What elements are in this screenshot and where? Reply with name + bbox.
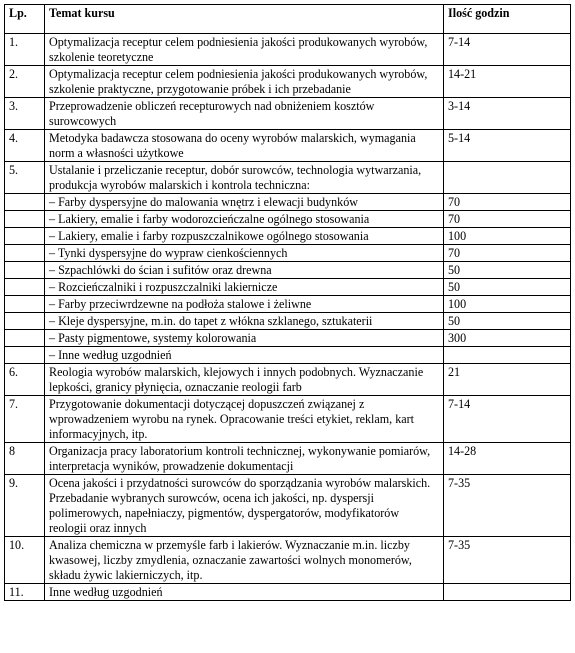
table-row [5,364,571,396]
row-hours-cell [444,347,571,364]
row-lp-cell [5,262,45,279]
table-row [5,584,571,601]
row-hours-cell [444,162,571,194]
header-hours: Ilość godzin [444,5,571,34]
row-hours-cell: 14-21 [444,66,571,98]
row-hours-cell: 7-14 [444,396,571,443]
row-topic-cell: – Inne według uzgodnień [45,347,444,364]
row-topic-cell: Optymalizacja receptur celem podniesienia jakości produkowanych wyrobów, szkolenie praktyczne, przygotowanie próbek i ich przebadanie [45,66,444,98]
row-topic-cell: – Kleje dyspersyjne, m.in. do tapet z włókna szklanego, sztukaterii [45,313,444,330]
row-hours-cell: 5-14 [444,130,571,162]
header-topic: Temat kursu [45,5,444,34]
row-hours-cell: 7-35 [444,537,571,584]
course-table [4,4,571,601]
row-hours-cell: 50 [444,262,571,279]
row-topic-cell: – Tynki dyspersyjne do wypraw cienkościennych [45,245,444,262]
table-row [5,347,571,364]
row-lp-cell: 3. [5,98,45,130]
row-lp-cell: 11. [5,584,45,601]
row-hours-cell: 100 [444,296,571,313]
row-topic-cell: – Szpachlówki do ścian i sufitów oraz drewna [45,262,444,279]
row-lp-cell [5,347,45,364]
row-topic-cell: Organizacja pracy laboratorium kontroli technicznej, wykonywanie pomiarów, interpretacja wyników, prowadzenie dokumentacji [45,443,444,475]
row-topic-cell: Inne według uzgodnień [45,584,444,601]
row-topic-cell: Ustalanie i przeliczanie receptur, dobór surowców, technologia wytwarzania, produkcja wyrobów malarskich i kontrola techniczna: [45,162,444,194]
table-row [5,537,571,584]
row-topic-cell: – Rozcieńczalniki i rozpuszczalniki lakiernicze [45,279,444,296]
row-topic-cell: Analiza chemiczna w przemyśle farb i lakierów. Wyznaczanie m.in. liczby kwasowej, liczby zmydlenia, oznaczanie zawartości wolnych monomerów, składu żywic lakierniczych, itp. [45,537,444,584]
table-row [5,245,571,262]
row-hours-cell: 50 [444,279,571,296]
table-row [5,98,571,130]
row-lp-cell [5,313,45,330]
row-hours-cell: 50 [444,313,571,330]
row-hours-cell: 7-14 [444,34,571,66]
table-row [5,34,571,66]
row-topic-cell: – Farby przeciwrdzewne na podłoża stalowe i żeliwne [45,296,444,313]
row-lp-cell [5,228,45,245]
row-topic-cell: – Farby dyspersyjne do malowania wnętrz i elewacji budynków [45,194,444,211]
table-row [5,396,571,443]
row-topic-cell: Metodyka badawcza stosowana do oceny wyrobów malarskich, wymagania norm a własności użytkowe [45,130,444,162]
table-row [5,443,571,475]
row-lp-cell: 5. [5,162,45,194]
table-row [5,330,571,347]
row-hours-cell: 100 [444,228,571,245]
row-lp-cell [5,211,45,228]
row-lp-cell: 2. [5,66,45,98]
row-lp-cell: 9. [5,475,45,537]
table-header-row [5,5,571,34]
row-lp-cell [5,279,45,296]
table-row [5,162,571,194]
row-topic-cell: Przeprowadzenie obliczeń recepturowych nad obniżeniem kosztów surowcowych [45,98,444,130]
row-lp-cell [5,245,45,262]
table-row [5,194,571,211]
row-lp-cell [5,296,45,313]
table-row [5,475,571,537]
row-hours-cell [444,584,571,601]
table-row [5,296,571,313]
row-topic-cell: Optymalizacja receptur celem podniesienia jakości produkowanych wyrobów, szkolenie teoretyczne [45,34,444,66]
table-row [5,262,571,279]
row-lp-cell [5,330,45,347]
table-row [5,66,571,98]
row-hours-cell: 70 [444,245,571,262]
row-topic-cell: – Lakiery, emalie i farby wodorozcieńczalne ogólnego stosowania [45,211,444,228]
row-lp-cell: 1. [5,34,45,66]
header-lp: Lp. [5,5,45,34]
row-lp-cell: 7. [5,396,45,443]
row-lp-cell: 8 [5,443,45,475]
row-hours-cell: 300 [444,330,571,347]
row-topic-cell: – Pasty pigmentowe, systemy kolorowania [45,330,444,347]
row-hours-cell: 70 [444,194,571,211]
row-topic-cell: – Lakiery, emalie i farby rozpuszczalnikowe ogólnego stosowania [45,228,444,245]
row-lp-cell: 4. [5,130,45,162]
row-hours-cell: 21 [444,364,571,396]
row-hours-cell: 3-14 [444,98,571,130]
table-row [5,211,571,228]
row-lp-cell [5,194,45,211]
table-row [5,279,571,296]
row-lp-cell: 10. [5,537,45,584]
row-hours-cell: 70 [444,211,571,228]
row-hours-cell: 7-35 [444,475,571,537]
table-row [5,313,571,330]
row-lp-cell: 6. [5,364,45,396]
row-hours-cell: 14-28 [444,443,571,475]
row-topic-cell: Reologia wyrobów malarskich, klejowych i innych podobnych. Wyznaczanie lepkości, granicy płynięcia, oznaczanie reologii farb [45,364,444,396]
row-topic-cell: Ocena jakości i przydatności surowców do sporządzania wyrobów malarskich. Przebadanie wybranych surowców, ocena ich jakości, np. dyspersji polimerowych, napełniaczy, pigmentów, dyspergatorów, modyfikatorów reologii oraz innych [45,475,444,537]
row-topic-cell: Przygotowanie dokumentacji dotyczącej dopuszczeń związanej z wprowadzeniem wyrobu na rynek. Opracowanie treści etykiet, reklam, kart informacyjnych, itp. [45,396,444,443]
table-row [5,228,571,245]
table-row [5,130,571,162]
